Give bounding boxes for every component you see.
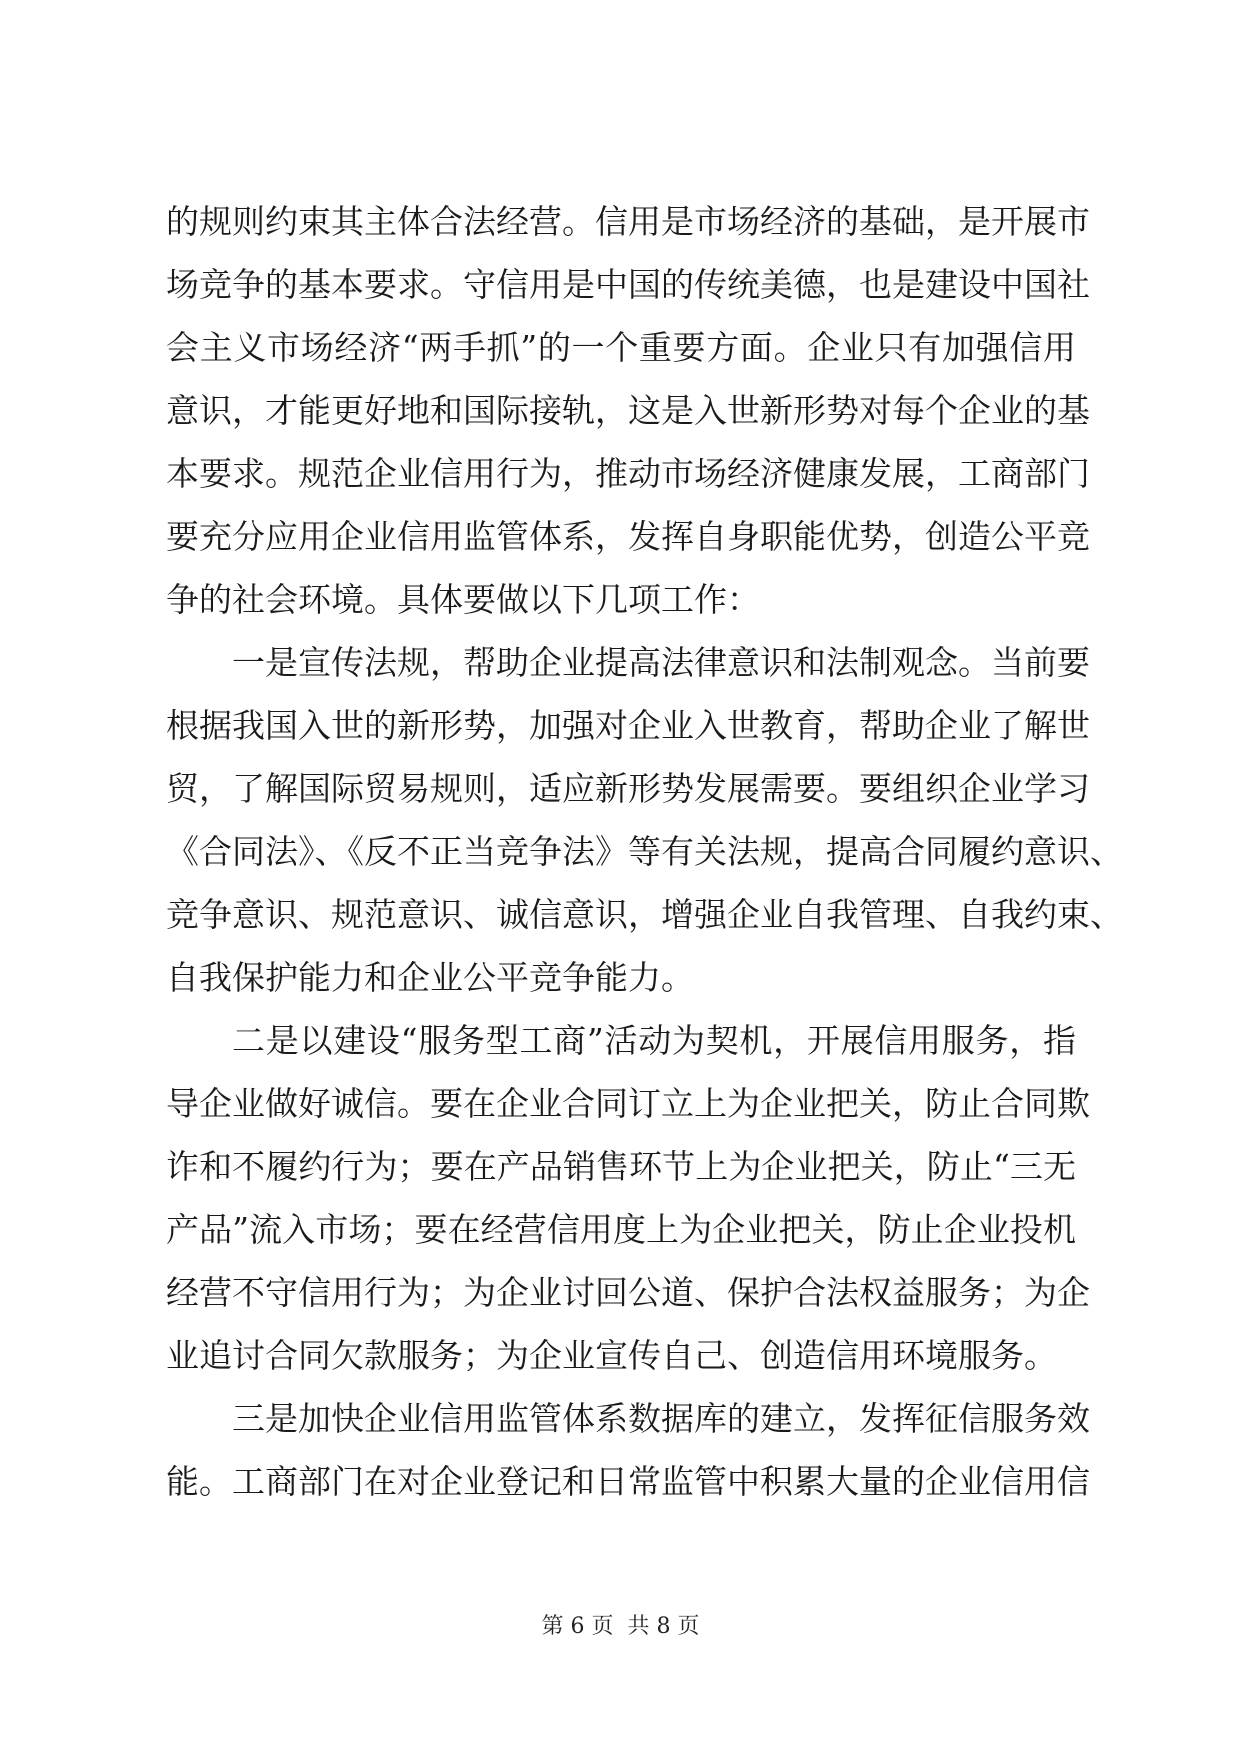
text-line: 争的社会环境。具体要做以下几项工作： <box>166 580 760 619</box>
page-number-footer: 第 6 页 共 8 页 <box>541 1614 700 1639</box>
text-line: 诈和不履约行为；要在产品销售环节上为企业把关，防止“三无 <box>166 1147 1076 1186</box>
text-line: 竞争意识、规范意识、诚信意识，增强企业自我管理、自我约束、 <box>166 895 1123 934</box>
text-line: 本要求。规范企业信用行为，推动市场经济健康发展，工商部门 <box>166 454 1090 493</box>
text-line: 经营不守信用行为；为企业讨回公道、保护合法权益服务；为企 <box>166 1273 1090 1312</box>
text-line: 能。工商部门在对企业登记和日常监管中积累大量的企业信用信 <box>166 1462 1090 1501</box>
text-line: 的规则约束其主体合法经营。信用是市场经济的基础，是开展市 <box>166 202 1090 241</box>
text-line: 产品”流入市场；要在经营信用度上为企业把关，防止企业投机 <box>166 1210 1076 1249</box>
text-line: 要充分应用企业信用监管体系，发挥自身职能优势，创造公平竞 <box>166 517 1090 556</box>
text-line: 导企业做好诚信。要在企业合同订立上为企业把关，防止合同欺 <box>166 1084 1090 1123</box>
text-line: 自我保护能力和企业公平竞争能力。 <box>166 958 694 997</box>
paragraph-start-line: 三是加快企业信用监管体系数据库的建立，发挥征信服务效 <box>232 1399 1090 1438</box>
text-line: 场竞争的基本要求。守信用是中国的传统美德，也是建设中国社 <box>166 265 1090 304</box>
paragraph-start-line: 一是宣传法规，帮助企业提高法律意识和法制观念。当前要 <box>232 643 1090 682</box>
text-line: 会主义市场经济“两手抓”的一个重要方面。企业只有加强信用 <box>166 328 1076 367</box>
paragraph-start-line: 二是以建设“服务型工商”活动为契机，开展信用服务，指 <box>232 1021 1076 1060</box>
text-line: 根据我国入世的新形势，加强对企业入世教育，帮助企业了解世 <box>166 706 1090 745</box>
text-line: 业追讨合同欠款服务；为企业宣传自己、创造信用环境服务。 <box>166 1336 1057 1375</box>
text-line: 《合同法》、《反不正当竞争法》等有关法规，提高合同履约意识、 <box>166 832 1123 871</box>
text-line: 贸，了解国际贸易规则，适应新形势发展需要。要组织企业学习 <box>166 769 1090 808</box>
text-line: 意识，才能更好地和国际接轨，这是入世新形势对每个企业的基 <box>166 391 1090 430</box>
